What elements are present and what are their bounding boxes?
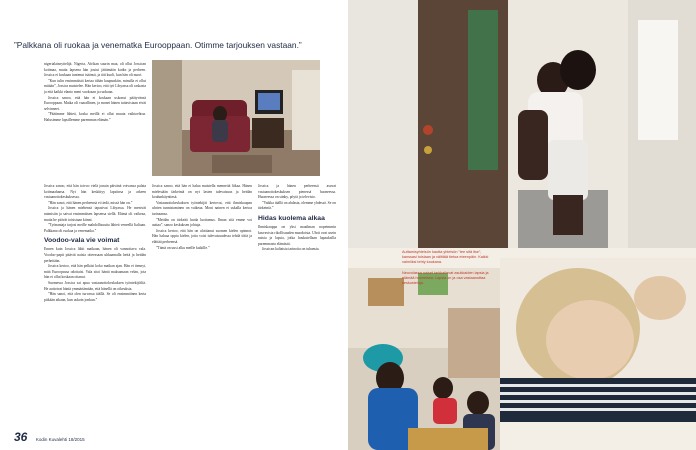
paragraph: nigerialaisnyttelijä. Nigeria, Afrikan suurin maa, oli ollut Jossican kotimaa, mutta lapsena hän joutui jättämään kodin ja perheen. Jossica ei koskaan tuntenut isäänsä, ja äiti kuoli, kun hän oli nuori. <box>44 62 146 78</box>
living-room-photo <box>152 60 320 176</box>
paragraph: ”Hän sanoi, että olen turvassa täällä. Se oli ensimmäinen kerta pitkään aikaan, kun uskoin jonkun.” <box>44 292 146 302</box>
child-closeup-photo <box>500 258 696 422</box>
paragraph: Suomessa Jossica sai apua vastaanottokeskuksen työntekijöiltä. He auttoivat häntä ymmärtämään, että hänellä on oikeuksia. <box>44 280 146 291</box>
paragraph: ”Työnantaja tarjosi meille mahdollisuutta lähteä veneellä Italiaan. Palkkana oli ruokaa ja venematka.” <box>44 223 146 233</box>
paragraph: Vastaanottokeskuksen työntekijät kertovat, että ihmiskaupan uhrien tunnistaminen on vaikeaa. Moni nainen ei uskalla kertoa tarinaansa. <box>152 200 252 216</box>
paragraph: ”Kun tulin ensimmäistä kertaa tähän kaupunkiin, minulla ei ollut mitään”, Jossica muistelee. Hän kertoo, että työ Libyassa oli raskasta ja että kaikki elanto meni vuokraan ja ruokaan. <box>44 78 146 94</box>
magazine-name: Kodin Kuvalehti 18/2015 <box>35 437 85 442</box>
section-heading: Voodoo-vala vie voimat <box>44 237 120 245</box>
folio <box>14 428 85 446</box>
column-1 <box>44 62 146 182</box>
photo-captions <box>402 250 492 291</box>
column-3 <box>152 184 252 420</box>
pull-quote: ”Palkkana oli ruokaa ja venematka Eurooppaan. Otimme tarjouksen vastaan.” <box>14 40 302 50</box>
column-2 <box>44 184 146 420</box>
caption-text: Neuvolassa naiset tarkkailevat asukkaiden lapsia ja elämää huoneissa. Lapsia on ja osa vastaanottaa keskusteluja. <box>402 270 489 286</box>
page-number: 36 <box>14 430 28 444</box>
caption-text: Auttamisyhteisön kautta yhteisön ”tee sitä itse”, kanssasi toisiaan ja välittää tietoa eteenpäin. Kaikki valmiiksi tehty kaukana. <box>402 250 489 265</box>
paragraph: ”Vaikka täällä on ahdasta, olemme yhdessä. Se on tärkeintä.” <box>258 200 336 211</box>
right-page <box>348 0 696 450</box>
paragraph: ”Hän sanoi, että hänen perheensä ei tiedä, missä hän on.” <box>48 200 133 205</box>
family-photo <box>348 268 500 450</box>
column-4 <box>258 184 336 420</box>
paragraph: ”Päätimme lähteä, koska meillä ei ollut muuta vaihtoehtoa. Halusimme lapsillemme paremman elämän.” <box>44 112 146 122</box>
paragraph: Ennen kuin Jossica lähti matkaan, hänen oli vannottava vala. Voodoo-papit pitävät naisia otteessaan uhkaamalla heitä ja heidän perheitään. <box>44 247 146 263</box>
paragraph: ”Meidän on tärkeää luoda luottamus. Ilman sitä emme voi auttaa”, sanoo keskuksen johtaja. <box>152 217 252 228</box>
paragraph: ”Tämä on uusi alku meille kaikille.” <box>156 245 210 250</box>
paragraph: Jossican kaltaisia tarinoita on tuhansia. <box>262 247 320 252</box>
paragraph: Jossica sanoo, että hän toivoo vielä jonain päivänä voivansa palata kotimaahansa. Nyt hän keskittyy lapsiinsa ja arkeen vastaanottokeskuksessa. <box>44 184 146 200</box>
paragraph: Jossica sanoo, että hän ei halua muistella menneitä liikaa. Hänen mielestään tärkeintä on nyt lasten tulevaisuus ja heidän koulunkäyntinsä. <box>152 184 252 200</box>
paragraph: Jossica ja hänen miehensä tapasivat Libyassa. He menivät naimisiin ja saivat ensimmäisen lapsensa siellä. Elämä oli vaikeaa, mutta he pitivät toisistaan kiinni. <box>44 206 146 222</box>
paragraph: Jossica kertoo, että hän on aloittanut suomen kielen opinnot. Hän haluaa oppia kielen, jotta voisi tulevaisuudessa tehdä töitä ja elättää perheensä. <box>152 228 252 244</box>
paragraph: Jossica sanoo, että hän ei koskaan uskonut päätyvänsä Eurooppaan. Matka oli vaarallinen, ja monet hänen tuttavistaan eivät selvinneet. <box>44 95 146 111</box>
mother-carrying-child-photo <box>348 0 696 248</box>
paragraph: Ihmiskauppa on yksi maailman nopeimmin kasvavista rikollisuuden muodoista. Uhrit ovat usein naisia ja lapsia, jotka houkutellaan lupauksilla paremmasta elämästä. <box>258 224 336 246</box>
section-heading: Hidas kuolema alkaa <box>258 214 325 222</box>
paragraph: Jossica kertoo, että hän pelkäsi koko matkan ajan. Hän ei tiennyt, mitä Euroopassa odottaisi. Vala sitoi häntä maksamaan velan, jota hän ei ollut koskaan ottanut. <box>44 264 146 280</box>
paragraph: Jossica ja hänen perheensä asuvat vastaanottokeskuksen pienessä huoneessa. Huoneessa on sänky, pöytä ja televisio. <box>258 184 336 200</box>
